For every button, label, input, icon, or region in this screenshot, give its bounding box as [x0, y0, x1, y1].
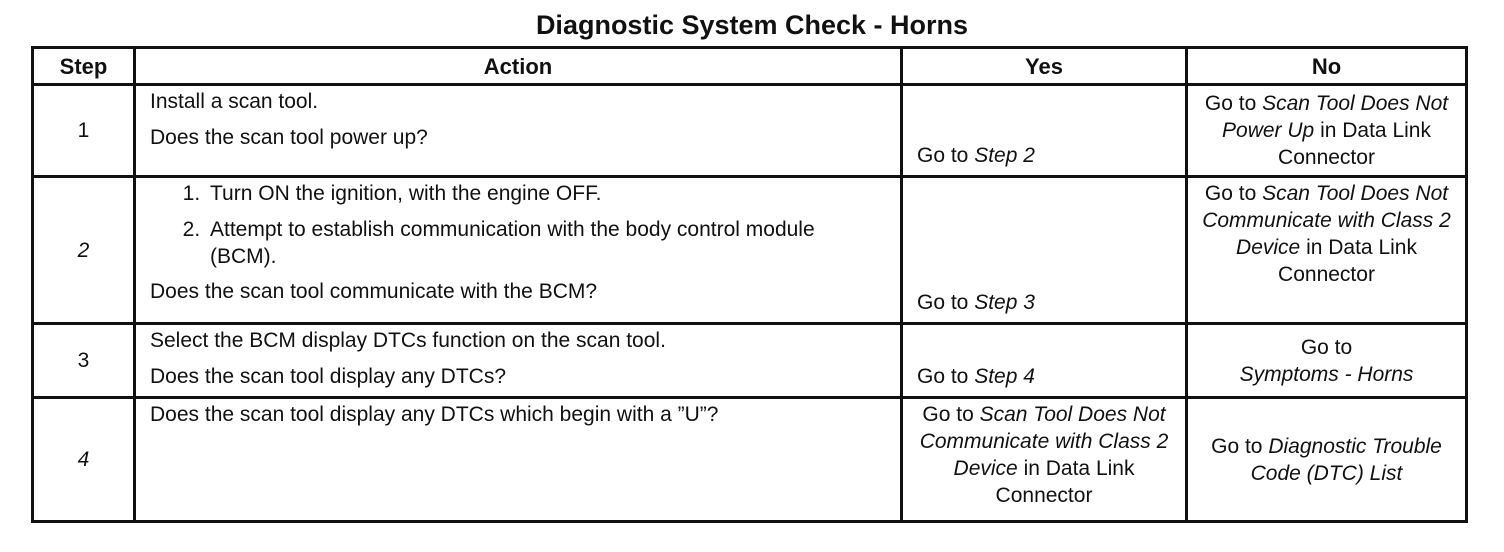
action-cell — [135, 85, 902, 177]
no-link: Scan Tool Does Not Communicate with Class 2 Device — [1202, 182, 1451, 259]
action-question: Does the scan tool display any DTCs which begin with a ”U”? — [150, 403, 719, 426]
action-cell — [135, 398, 902, 522]
action-cell — [135, 324, 902, 398]
yes-link: Scan Tool Does Not Communicate with Class 2 Device — [919, 403, 1169, 480]
page-title: Diagnostic System Check - Horns — [535, 10, 969, 40]
table-row — [33, 177, 1467, 324]
yes-cell — [902, 177, 1187, 324]
table-row — [33, 85, 1467, 177]
step-number: 3 — [33, 324, 135, 398]
table-row — [33, 398, 1467, 522]
yes-prefix: Go to — [922, 403, 980, 426]
column-header-no: No — [1187, 48, 1467, 85]
column-header-action: Action — [135, 48, 902, 85]
action-step-list — [150, 180, 886, 270]
action-question: Does the scan tool display any DTCs? — [150, 365, 507, 388]
yes-cell — [902, 85, 1187, 177]
yes-link: Step 4 — [974, 365, 1035, 388]
no-prefix: Go to — [1204, 182, 1263, 205]
diagnostic-table — [31, 46, 1468, 523]
step-number: 4 — [33, 398, 135, 522]
yes-prefix: Go to — [917, 291, 975, 314]
action-question: Does the scan tool power up? — [150, 126, 428, 149]
no-prefix: Go to — [1204, 92, 1263, 115]
no-cell — [1187, 177, 1467, 324]
column-header-step: Step — [33, 48, 135, 85]
yes-prefix: Go to — [917, 144, 975, 167]
action-text: Install a scan tool. — [150, 90, 319, 113]
action-question: Does the scan tool communicate with the BCM? — [150, 280, 598, 303]
no-link: Scan Tool Does Not Power Up — [1222, 92, 1449, 142]
yes-link: Step 2 — [974, 144, 1035, 167]
column-header-yes: Yes — [902, 48, 1187, 85]
step-number: 2 — [33, 177, 135, 324]
no-cell — [1187, 85, 1467, 177]
no-cell — [1187, 398, 1467, 522]
no-suffix: in Data Link Connector — [1278, 119, 1431, 169]
yes-cell — [902, 324, 1187, 398]
yes-prefix: Go to — [917, 365, 975, 388]
step-number: 1 — [33, 85, 135, 177]
header-row — [33, 48, 1467, 85]
action-step: 2. Attempt to establish communication with the body control module (BCM). — [206, 216, 886, 270]
action-text: Select the BCM display DTCs function on the scan tool. — [150, 329, 666, 352]
yes-cell — [902, 398, 1187, 522]
no-cell — [1187, 324, 1467, 398]
table-row — [33, 324, 1467, 398]
no-prefix: Go to — [1300, 335, 1353, 359]
action-cell — [135, 177, 902, 324]
action-step: 1. Turn ON the ignition, with the engine OFF. — [206, 180, 886, 207]
no-suffix: in Data Link Connector — [1278, 236, 1417, 286]
no-prefix: Go to — [1211, 434, 1269, 458]
no-link: Diagnostic Trouble Code (DTC) List — [1250, 434, 1442, 485]
yes-suffix: in Data Link Connector — [995, 457, 1135, 507]
no-link: Symptoms - Horns — [1239, 362, 1414, 386]
yes-link: Step 3 — [974, 291, 1035, 314]
